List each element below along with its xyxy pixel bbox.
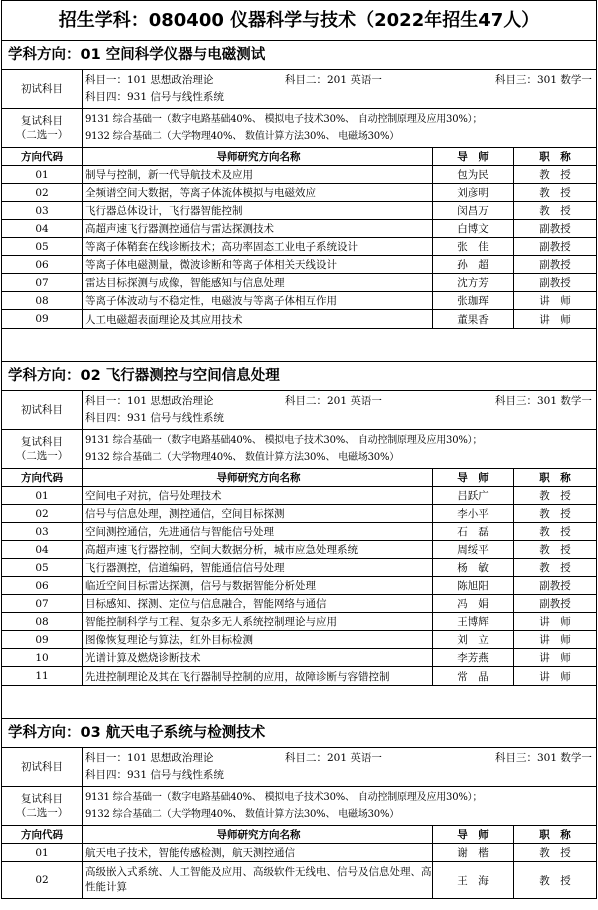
col-name-header: 导师研究方向名称: [83, 469, 433, 486]
initial-exam-subjects: [83, 70, 596, 108]
direction-name: 先进控制理论及其在飞行器制导控制的应用，故障诊断与容错控制: [83, 667, 433, 685]
direction-name: 光谱计算及燃烧诊断技术: [83, 649, 433, 666]
retest-label-line2: （二选一）: [15, 807, 69, 819]
section-2: [1, 361, 597, 686]
direction-code: 10: [2, 649, 83, 666]
advisor-name: 包为民: [433, 166, 514, 183]
direction-code: 02: [2, 505, 83, 522]
initial-exam-label: 初试科目: [2, 70, 83, 108]
table-row: [2, 238, 596, 256]
retest-label-line2: （二选一）: [15, 450, 69, 462]
advisor-name: 吕跃广: [433, 487, 514, 504]
section-gap: [1, 686, 597, 718]
retest-subject-2: 9132 综合基础二（大学物理40%、 数值计算方法30%、 电磁场30%）: [85, 131, 400, 142]
direction-code: 07: [2, 274, 83, 291]
direction-name: 全频谱空间大数据，等离子体流体模拟与电磁效应: [83, 184, 433, 201]
retest-subject-1: 9131 综合基础一（数字电路基础40%、 模拟电子技术30%、 自动控制原理及应用30%）；: [85, 792, 483, 803]
exam-subject-3: 科目三：301 数学一: [495, 752, 592, 764]
advisor-name: 王博辉: [433, 613, 514, 630]
exam-subject-2: 科目二：201 英语一: [285, 395, 382, 407]
retest-label: [2, 787, 83, 825]
direction-name: 图像恢复理论与算法，红外目标检测: [83, 631, 433, 648]
direction-code: 07: [2, 595, 83, 612]
table-row: [2, 667, 596, 685]
col-advisor-header: 导 师: [433, 826, 514, 843]
advisor-name: 白博文: [433, 220, 514, 237]
advisor-title: 副教授: [539, 598, 571, 610]
advisor-title: 教 授: [539, 847, 571, 859]
initial-exam-label: 初试科目: [2, 391, 83, 429]
advisor-name: 闵昌万: [433, 202, 514, 219]
advisor-title: 教 授: [539, 490, 571, 502]
direction-code: 05: [2, 238, 83, 255]
direction-name: 飞行器测控，信道编码，智能通信信号处理: [83, 559, 433, 576]
advisor-name: 董果香: [433, 310, 514, 328]
direction-code: 05: [2, 559, 83, 576]
col-title-header: 职 称: [539, 472, 571, 484]
initial-exam-label: 初试科目: [2, 748, 83, 786]
table-row: [2, 184, 596, 202]
retest-row: [2, 109, 596, 148]
advisor-title: 教 授: [539, 169, 571, 181]
direction-code: 09: [2, 631, 83, 648]
retest-subjects: [83, 109, 596, 147]
table-row: [2, 523, 596, 541]
advisor-name: 李小平: [433, 505, 514, 522]
direction-code: 09: [2, 310, 83, 328]
table-row: [2, 292, 596, 310]
exam-subject-1: 科目一：101 思想政治理论: [85, 752, 214, 764]
direction-code: 04: [2, 541, 83, 558]
advisor-title: 教 授: [539, 187, 571, 199]
direction-name: 高超声速飞行器测控通信与雷达探测技术: [83, 220, 433, 237]
direction-name: 高超声速飞行器控制，空间大数据分析，城市应急处理系统: [83, 541, 433, 558]
section-heading: 学科方向：03 航天电子系统与检测技术: [2, 719, 596, 748]
retest-label-line2: （二选一）: [15, 129, 69, 141]
retest-subject-2: 9132 综合基础二（大学物理40%、 数值计算方法30%、 电磁场30%）: [85, 809, 400, 820]
table-row: [2, 256, 596, 274]
table-row: [2, 220, 596, 238]
exam-subject-3: 科目三：301 数学一: [495, 74, 592, 86]
advisor-name: 谢 楷: [433, 844, 514, 861]
retest-label: [2, 109, 83, 147]
direction-name: 等离子体电磁测量，微波诊断和等离子体相关天线设计: [83, 256, 433, 273]
direction-code: 02: [2, 862, 83, 898]
advisor-title: 讲 师: [539, 295, 571, 307]
table-row: [2, 310, 596, 328]
advisor-title: 副教授: [539, 580, 571, 592]
direction-code: 06: [2, 256, 83, 273]
col-advisor-header: 导 师: [433, 469, 514, 486]
retest-row: [2, 787, 596, 826]
advisor-name: 刘 立: [433, 631, 514, 648]
direction-code: 11: [2, 667, 83, 685]
section-3: [1, 718, 597, 899]
col-code-header: 方向代码: [2, 469, 83, 486]
initial-exam-row: [2, 391, 596, 430]
advisor-title: 讲 师: [539, 616, 571, 628]
col-advisor-header: 导 师: [433, 148, 514, 165]
exam-subject-2: 科目二：201 英语一: [285, 74, 382, 86]
direction-code: 06: [2, 577, 83, 594]
advisor-title: 讲 师: [539, 634, 571, 646]
col-code-header: 方向代码: [2, 148, 83, 165]
advisor-title: 教 授: [539, 526, 571, 538]
section-heading: 学科方向：02 飞行器测控与空间信息处理: [2, 362, 596, 391]
direction-name: 等离子体鞘套在线诊断技术；高功率固态工业电子系统设计: [83, 238, 433, 255]
direction-code: 03: [2, 523, 83, 540]
advisor-title: 讲 师: [539, 313, 571, 326]
direction-name: 等离子体波动与不稳定性，电磁波与等离子体相互作用: [83, 292, 433, 309]
direction-code: 02: [2, 184, 83, 201]
retest-label-line1: 复试科目: [21, 115, 63, 127]
table-row: [2, 577, 596, 595]
advisor-title: 副教授: [539, 223, 571, 235]
advisor-name: 冯 娟: [433, 595, 514, 612]
table-row: [2, 559, 596, 577]
direction-code: 08: [2, 613, 83, 630]
retest-subject-2: 9132 综合基础二（大学物理40%、 数值计算方法30%、 电磁场30%）: [85, 452, 400, 463]
advisor-title: 讲 师: [539, 652, 571, 664]
table-row: [2, 274, 596, 292]
table-row: [2, 844, 596, 862]
advisor-name: 王 海: [433, 862, 514, 898]
page: [1, 0, 597, 899]
direction-name: 制导与控制，新一代导航技术及应用: [83, 166, 433, 183]
advisor-name: 张 佳: [433, 238, 514, 255]
advisor-name: 杨 敏: [433, 559, 514, 576]
direction-code: 01: [2, 844, 83, 861]
direction-code: 01: [2, 487, 83, 504]
advisor-name: 沈方芳: [433, 274, 514, 291]
table-row: [2, 649, 596, 667]
direction-code: 04: [2, 220, 83, 237]
advisor-title: 教 授: [539, 508, 571, 520]
table-row: [2, 613, 596, 631]
advisor-name: 陈旭阳: [433, 577, 514, 594]
section-gap: [1, 329, 597, 361]
advisor-name: 石 磊: [433, 523, 514, 540]
table-row: [2, 487, 596, 505]
direction-code: 01: [2, 166, 83, 183]
col-code-header: 方向代码: [2, 826, 83, 843]
retest-label-line1: 复试科目: [21, 436, 63, 448]
table-header: [2, 826, 596, 844]
advisor-title: 教 授: [539, 562, 571, 574]
col-title-header: 职 称: [539, 151, 571, 163]
exam-subject-4: 科目四：931 信号与线性系统: [85, 91, 224, 103]
table-row: [2, 505, 596, 523]
table-header: [2, 469, 596, 487]
advisor-name: 刘彦明: [433, 184, 514, 201]
exam-subject-1: 科目一：101 思想政治理论: [85, 395, 214, 407]
direction-name: 高级嵌入式系统、人工智能及应用、高级软件无线电、信号及信息处理、高性能计算: [83, 862, 433, 898]
col-title-header: 职 称: [539, 829, 571, 841]
direction-name: 雷达目标探测与成像，智能感知与信息处理: [83, 274, 433, 291]
direction-name: 航天电子技术，智能传感检测，航天测控通信: [83, 844, 433, 861]
exam-subject-2: 科目二：201 英语一: [285, 752, 382, 764]
retest-subjects: [83, 430, 596, 468]
direction-code: 08: [2, 292, 83, 309]
col-name-header: 导师研究方向名称: [83, 148, 433, 165]
exam-subject-4: 科目四：931 信号与线性系统: [85, 412, 224, 424]
retest-label: [2, 430, 83, 468]
advisor-title: 教 授: [539, 544, 571, 556]
exam-subject-4: 科目四：931 信号与线性系统: [85, 769, 224, 781]
exam-subject-1: 科目一：101 思想政治理论: [85, 74, 214, 86]
retest-subject-1: 9131 综合基础一（数字电路基础40%、 模拟电子技术30%、 自动控制原理及应用30%）；: [85, 435, 483, 446]
retest-row: [2, 430, 596, 469]
advisor-name: 周绥平: [433, 541, 514, 558]
advisor-title: 教 授: [539, 205, 571, 217]
direction-name: 信号与信息处理，测控通信，空间目标探测: [83, 505, 433, 522]
direction-name: 目标感知、探测、定位与信息融合，智能网络与通信: [83, 595, 433, 612]
advisor-title: 教 授: [539, 874, 571, 887]
col-name-header: 导师研究方向名称: [83, 826, 433, 843]
retest-label-line1: 复试科目: [21, 793, 63, 805]
advisor-title: 副教授: [539, 259, 571, 271]
page-title: 招生学科：080400 仪器科学与技术（2022年招生47人）: [1, 0, 597, 40]
initial-exam-subjects: [83, 748, 596, 786]
advisor-title: 副教授: [539, 241, 571, 253]
direction-name: 临近空间目标雷达探测，信号与数据智能分析处理: [83, 577, 433, 594]
direction-name: 人工电磁超表面理论及其应用技术: [83, 310, 433, 328]
exam-subject-3: 科目三：301 数学一: [495, 395, 592, 407]
table-row: [2, 202, 596, 220]
direction-name: 飞行器总体设计，飞行器智能控制: [83, 202, 433, 219]
table-row: [2, 166, 596, 184]
table-row: [2, 595, 596, 613]
advisor-name: 张珈珲: [433, 292, 514, 309]
table-row: [2, 862, 596, 898]
advisor-name: 孙 超: [433, 256, 514, 273]
advisor-title: 讲 师: [539, 670, 571, 683]
initial-exam-row: [2, 70, 596, 109]
retest-subjects: [83, 787, 596, 825]
initial-exam-subjects: [83, 391, 596, 429]
advisor-name: 李芳燕: [433, 649, 514, 666]
retest-subject-1: 9131 综合基础一（数字电路基础40%、 模拟电子技术30%、 自动控制原理及应用30%）；: [85, 114, 483, 125]
table-header: [2, 148, 596, 166]
direction-name: 空间测控通信，先进通信与智能信号处理: [83, 523, 433, 540]
table-row: [2, 631, 596, 649]
section-1: [1, 40, 597, 329]
advisor-name: 常 晶: [433, 667, 514, 685]
direction-code: 03: [2, 202, 83, 219]
direction-name: 空间电子对抗，信号处理技术: [83, 487, 433, 504]
initial-exam-row: [2, 748, 596, 787]
table-row: [2, 541, 596, 559]
advisor-title: 副教授: [539, 277, 571, 289]
section-heading: 学科方向：01 空间科学仪器与电磁测试: [2, 41, 596, 70]
direction-name: 智能控制科学与工程、复杂多无人系统控制理论与应用: [83, 613, 433, 630]
sections-container: [1, 40, 597, 899]
